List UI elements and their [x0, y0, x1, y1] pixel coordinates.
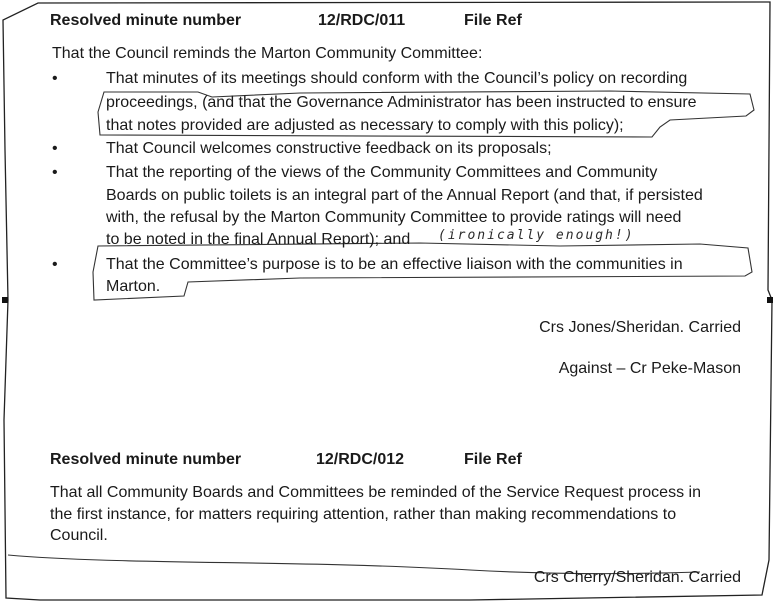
item-line: that notes provided are adjusted as necessary to comply with this policy);: [106, 117, 624, 134]
moved-by: Crs Cherry/Sheridan. Carried: [533, 569, 741, 586]
minute-number: 12/RDC/011: [318, 12, 406, 29]
scan-edge-mark-right: [767, 297, 773, 303]
item-line: proceedings, (and that the Governance Administrator has been instructed to ensure: [106, 94, 697, 111]
file-ref-label: File Ref: [464, 451, 522, 468]
item-line: That the Committee’s purpose is to be an effective liaison with the communities in: [106, 256, 683, 273]
bullet: •: [52, 70, 58, 87]
minute-intro: That the Council reminds the Marton Community Committee:: [52, 45, 483, 62]
item-line: with, the refusal by the Marton Community Committee to provide ratings will need: [106, 209, 682, 226]
body-line: Council.: [50, 527, 108, 544]
minute-number: 12/RDC/012: [316, 451, 405, 468]
against-vote: Against – Cr Peke-Mason: [558, 360, 741, 377]
file-ref-label: File Ref: [464, 12, 522, 29]
item-line: That minutes of its meetings should conform with the Council’s policy on recording: [106, 70, 688, 87]
body-line: That all Community Boards and Committees be reminded of the Service Request process in: [50, 484, 701, 501]
minute-label: Resolved minute number: [50, 451, 242, 468]
item-line: That the reporting of the views of the Community Committees and Community: [106, 164, 658, 181]
scan-edge-mark-left: [2, 297, 8, 303]
body-line: the first instance, for matters requiring attention, rather than making recommendations to: [50, 506, 677, 523]
bullet: •: [52, 164, 58, 181]
item-line: Marton.: [106, 278, 161, 295]
bullet: •: [52, 140, 58, 157]
item-line: to be noted in the final Annual Report); and: [106, 231, 411, 248]
item-line: That Council welcomes constructive feedback on its proposals;: [106, 140, 552, 157]
moved-by: Crs Jones/Sheridan. Carried: [539, 319, 741, 336]
item-line: Boards on public toilets is an integral part of the Annual Report (and that, if persisted: [106, 187, 703, 204]
bullet: •: [52, 256, 58, 273]
handwritten-note: (ironically enough!): [438, 228, 635, 243]
minute-label: Resolved minute number: [50, 12, 242, 29]
